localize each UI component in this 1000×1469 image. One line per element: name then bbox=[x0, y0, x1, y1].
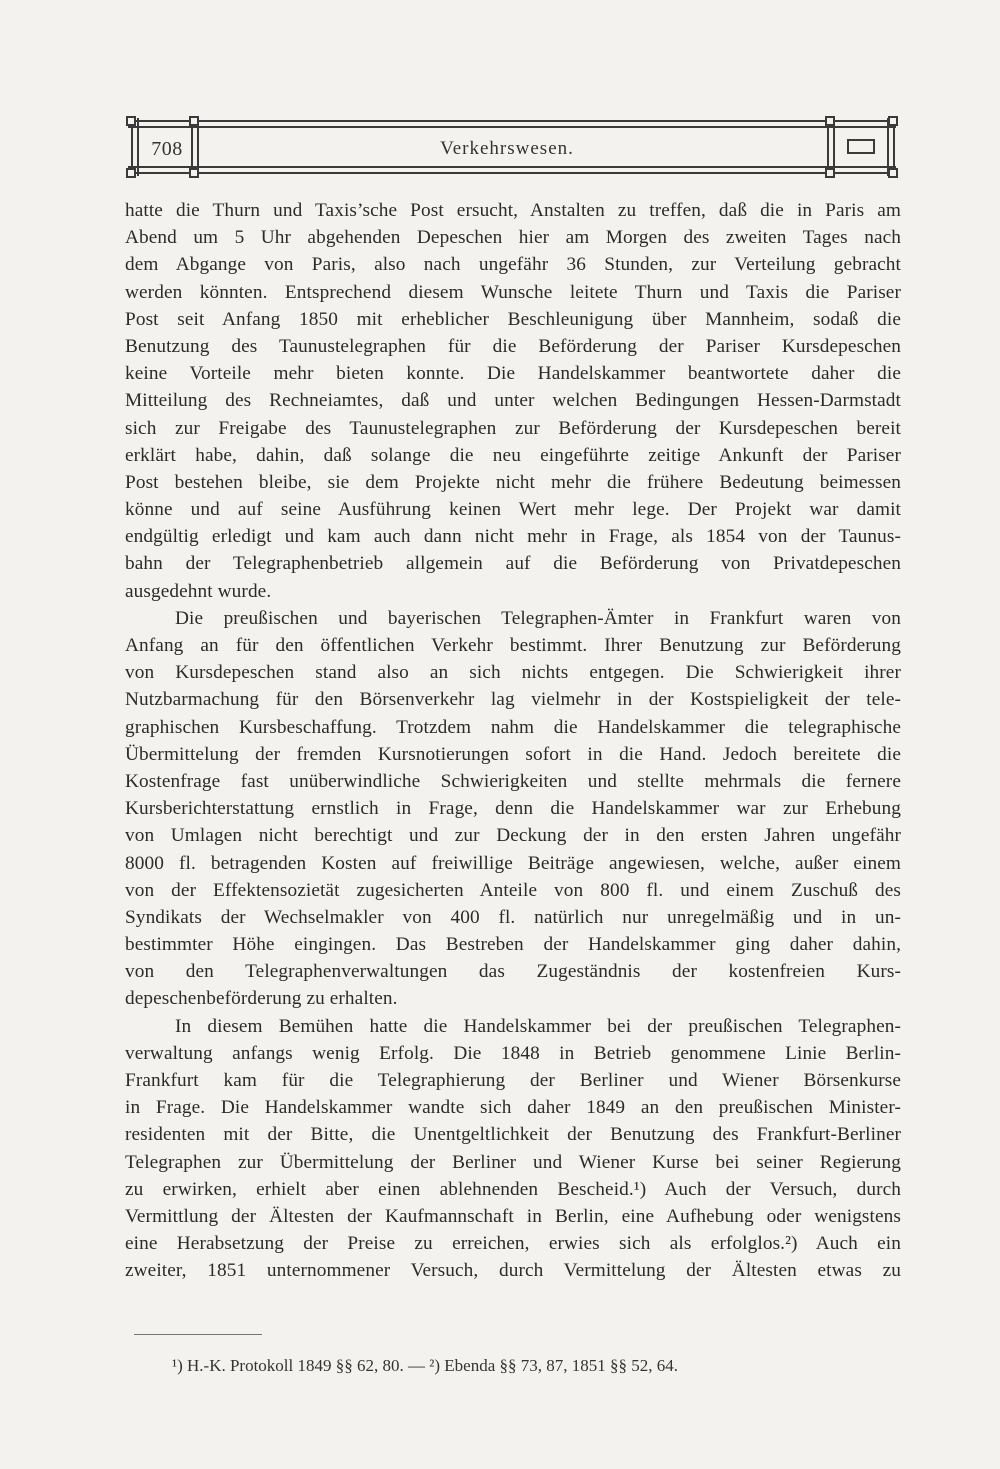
text-line: In diesem Bemühen hatte die Handelskammer bei der preußischen Telegraphen- bbox=[175, 1015, 901, 1037]
text-line: in Frage. Die Handelskammer wandte sich daher 1849 an den preußischen Minister- bbox=[125, 1097, 901, 1119]
text-line: werden könnten. Entsprechend diesem Wunsche leitete Thurn und Taxis die Pariser bbox=[125, 281, 901, 303]
text-line: könne und auf seine Ausführung keinen Wert mehr lege. Der Projekt war damit bbox=[125, 499, 901, 521]
text-line: ausgedehnt wurde. bbox=[125, 580, 272, 602]
paragraph bbox=[125, 197, 901, 605]
text-line: Mitteilung des Rechneiamtes, daß und unter welchen Bedingungen Hessen-Darmstadt bbox=[125, 390, 901, 412]
text-line: zu erwirken, erhielt aber einen ablehnenden Bescheid.¹) Auch der Versuch, durch bbox=[125, 1178, 901, 1200]
text-line: verwaltung anfangs wenig Erfolg. Die 1848 in Betrieb genommene Linie Berlin- bbox=[125, 1042, 901, 1064]
text-line: bestimmter Höhe eingingen. Das Bestreben der Handelskammer ging daher dahin, bbox=[125, 934, 901, 956]
text-line: 8000 fl. betragenden Kosten auf freiwillige Beiträge angewiesen, welche, außer einem bbox=[125, 852, 901, 874]
text-line: eine Herabsetzung der Preise zu erreichen, erwies sich als erfolglos.²) Auch ein bbox=[125, 1233, 901, 1255]
text-line: zweiter, 1851 unternommener Versuch, durch Vermittelung der Ältesten etwas zu bbox=[125, 1260, 901, 1282]
text-line: Nutzbarmachung für den Börsenverkehr lag vielmehr in der Kostspieligkeit der tele- bbox=[125, 689, 901, 711]
page-number: 708 bbox=[151, 138, 183, 160]
text-line: Übermittelung der fremden Kursnotierungen sofort in die Hand. Jedoch bereitete die bbox=[125, 743, 901, 765]
footnote-separator bbox=[134, 1334, 262, 1335]
text-line: Benutzung des Taunustelegraphen für die Beförderung der Pariser Kursdepeschen bbox=[125, 335, 901, 357]
text-line: Abend um 5 Uhr abgehenden Depeschen hier am Morgen des zweiten Tages nach bbox=[125, 227, 901, 249]
running-title: Verkehrswesen. bbox=[440, 138, 574, 159]
text-line: Anfang an für den öffentlichen Verkehr bestimmt. Ihrer Benutzung zur Beförderung bbox=[125, 635, 901, 656]
text-line: Post bestehen bleibe, sie dem Projekte nicht mehr die frühere Bedeutung beimessen bbox=[125, 471, 901, 493]
text-line: keine Vorteile mehr bieten konnte. Die Handelskammer beantwortete daher die bbox=[125, 363, 901, 385]
text-line: sich zur Freigabe des Taunustelegraphen zur Beförderung der Kursdepeschen bereit bbox=[125, 417, 901, 439]
text-line: von Kursdepeschen stand also an sich nichts entgegen. Die Schwierigkeit ihrer bbox=[125, 662, 901, 684]
footnote: ¹) H.-K. Protokoll 1849 §§ 62, 80. — ²) Ebenda §§ 73, 87, 1851 §§ 52, 64. bbox=[172, 1356, 678, 1375]
text-line: Die preußischen und bayerischen Telegraphen-Ämter in Frankfurt waren von bbox=[175, 607, 901, 629]
text-line: depeschenbeförderung zu erhalten. bbox=[125, 988, 398, 1010]
text-line: bahn der Telegraphenbetrieb allgemein auf die Beförderung von Privatdepeschen bbox=[125, 553, 901, 575]
text-line: Kursberichterstattung ernstlich in Frage, denn die Handelskammer war zur Erhebung bbox=[125, 798, 901, 820]
text-line: residenten mit der Bitte, die Unentgeltlichkeit der Benutzung des Frankfurt-Berliner bbox=[125, 1124, 901, 1146]
text-line: graphischen Kursbeschaffung. Trotzdem nahm die Handelskammer die telegraphische bbox=[125, 716, 901, 738]
text-line: von der Effektensozietät zugesicherten Anteile von 800 fl. und einem Zuschuß des bbox=[125, 879, 901, 901]
text-line: dem Abgange von Paris, also nach ungefähr 36 Stunden, zur Verteilung gebracht bbox=[125, 254, 901, 276]
text-line: Syndikats der Wechselmakler von 400 fl. natürlich nur unregelmäßig und in un- bbox=[125, 906, 901, 928]
text-line: hatte die Thurn und Taxis’sche Post ersucht, Anstalten zu treffen, daß die in Paris am bbox=[125, 200, 901, 221]
page-header bbox=[124, 116, 900, 178]
body-text bbox=[125, 197, 901, 1285]
text-line: erklärt habe, dahin, daß solange die neu eingeführte zeitige Ankunft der Pariser bbox=[125, 444, 901, 466]
text-line: von Umlagen nicht berechtigt und zur Deckung der in den ersten Jahren ungefähr bbox=[125, 825, 901, 847]
text-line: endgültig erledigt und kam auch dann nicht mehr in Frage, als 1854 von der Taunus- bbox=[125, 526, 901, 548]
paragraph bbox=[125, 605, 901, 1013]
text-line: Post seit Anfang 1850 mit erheblicher Beschleunigung über Mannheim, sodaß die bbox=[125, 308, 901, 330]
text-line: Kostenfrage fast unüberwindliche Schwierigkeiten und stellte mehrmals die fernere bbox=[125, 770, 901, 792]
text-line: Vermittlung der Ältesten der Kaufmannschaft in Berlin, eine Aufhebung oder wenigstens bbox=[125, 1205, 901, 1227]
paragraph bbox=[125, 1013, 901, 1285]
text-line: Telegraphen zur Übermittelung der Berliner und Wiener Kurse bei seiner Regierung bbox=[125, 1151, 901, 1173]
text-line: von den Telegraphenverwaltungen das Zugeständnis der kostenfreien Kurs- bbox=[125, 961, 901, 983]
text-line: Frankfurt kam für die Telegraphierung der Berliner und Wiener Börsenkurse bbox=[125, 1070, 901, 1091]
